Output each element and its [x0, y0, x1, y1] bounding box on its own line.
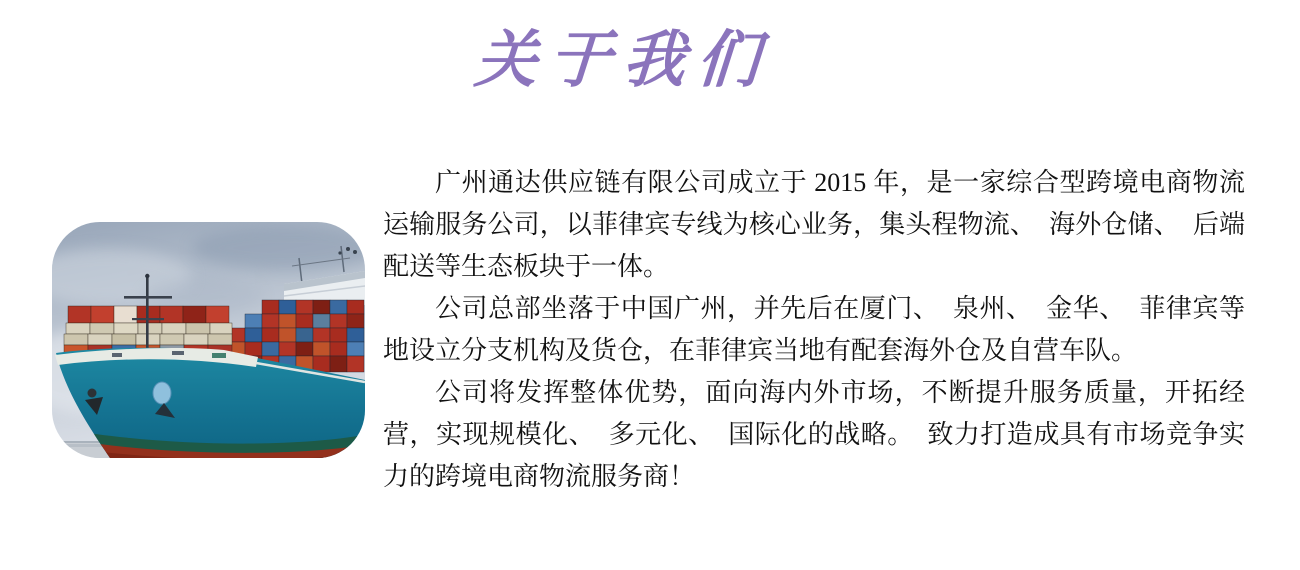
deck-fitting — [172, 351, 184, 355]
deck-fitting — [212, 353, 226, 358]
container-ship-illustration — [52, 222, 365, 458]
far-shore — [52, 444, 107, 447]
paragraph-headquarters: 公司总部坐落于中国广州，并先后在厦门、 泉州、 金华、 菲律宾等地设立分支机构及货仓，在菲律宾当地有配套海外仓及自营车队。 — [383, 294, 1245, 365]
container-ship-photo — [52, 222, 365, 458]
about-paragraphs — [383, 162, 1245, 498]
section-title-wrap — [0, 23, 1246, 96]
paragraph-company-intro: 广州通达供应链有限公司成立于 2015 年，是一家综合型跨境电商物流运输服务公司，以菲律宾专线为核心业务，集头程物流、 海外仓储、 后端配送等生态板块于一体。 — [383, 168, 1245, 281]
paragraph-strategy: 公司将发挥整体优势，面向海内外市场，不断提升服务质量，开拓经营，实现规模化、 多元化、 国际化的战略。 致力打造成具有市场竞争实力的跨境电商物流服务商！ — [383, 378, 1245, 491]
section-title: 关于我们 — [472, 23, 774, 96]
deck-fitting — [112, 353, 122, 357]
